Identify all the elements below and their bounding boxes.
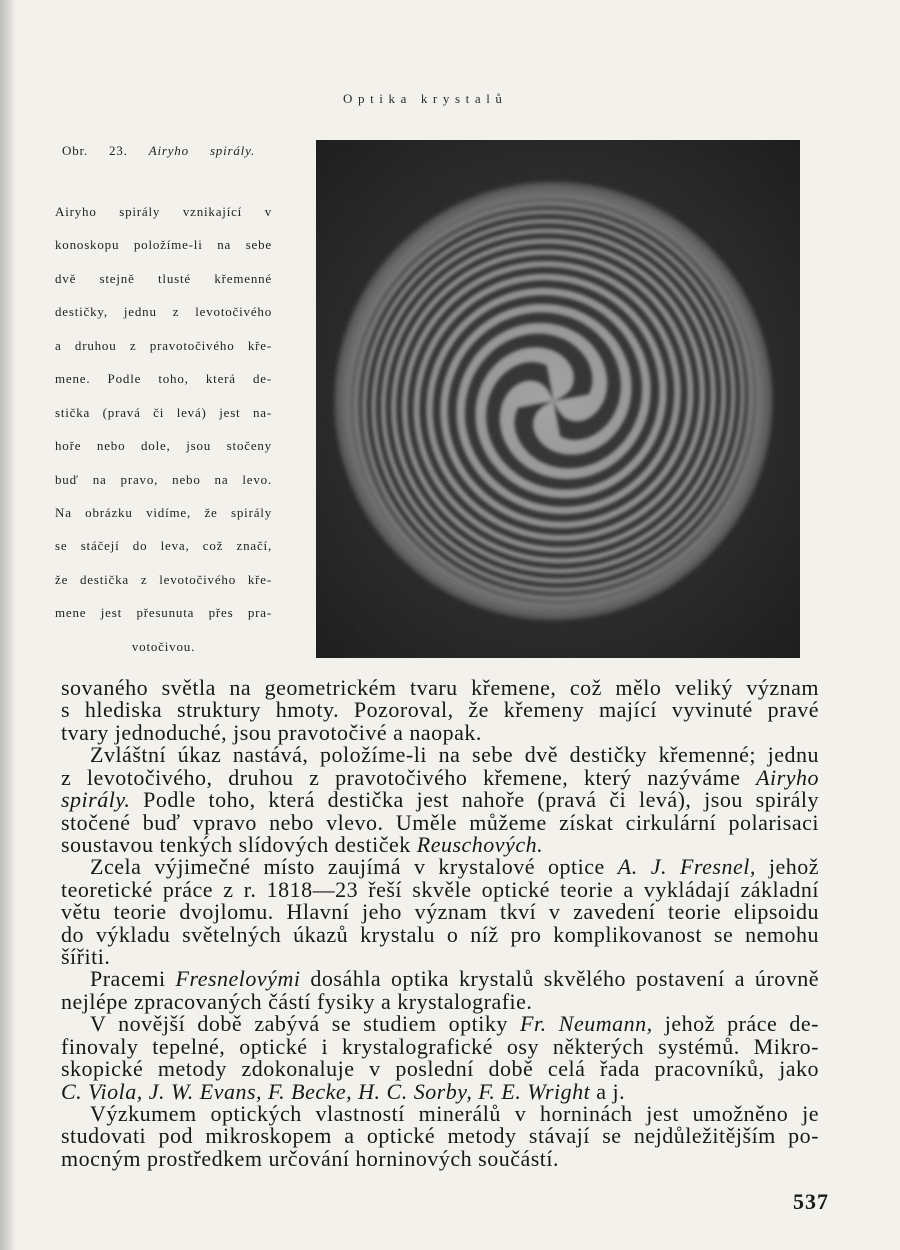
caption-line: konoskopu položíme-li na sebe — [55, 237, 272, 253]
photo-grain — [316, 140, 800, 658]
text-run: finovaly tepelné, optické i krystalografické osy některých systémů. Mikro- — [61, 1033, 819, 1059]
text-run: jehož práce de- — [652, 1011, 819, 1037]
italic-run: spirály. — [61, 787, 131, 813]
caption-line: mene jest přesunuta přes pra- — [55, 605, 272, 621]
caption-line: Airyho spirály vznikající v — [55, 204, 272, 219]
body-line — [61, 921, 819, 947]
body-line — [61, 677, 819, 699]
caption-line: hoře nebo dole, jsou stočeny — [55, 438, 272, 454]
body-line — [61, 968, 819, 990]
body-line — [61, 856, 819, 878]
text-run: teoretické práce z r. 1818—23 řeší skvěle optické teorie a vykládají základní — [61, 876, 819, 902]
body-line — [61, 1078, 819, 1104]
caption-line: mene. Podle toho, která de- — [55, 371, 272, 387]
caption-line: destičky, jednu z levotočivého — [55, 304, 272, 320]
caption-line: votočivou. — [131, 638, 196, 654]
body-line — [61, 1033, 819, 1059]
italic-run: Airyho — [756, 764, 819, 790]
figure-number: Obr. 23. — [62, 143, 128, 158]
text-run: jehož — [755, 854, 819, 880]
caption-line: buď na pravo, nebo na levo. — [55, 471, 272, 487]
page-edge-shadow — [0, 0, 16, 1250]
body-line — [61, 1058, 819, 1080]
text-run: Výzkumem optických vlastností minerálů v horninách jest umožněno je — [90, 1101, 819, 1127]
text-run: Podle toho, která destička jest nahoře (pravá či levá), jsou spirály — [130, 787, 819, 813]
text-run: mocným prostředkem určování horninových součástí. — [61, 1145, 560, 1171]
italic-run: Reuschových. — [416, 831, 544, 857]
body-line — [61, 1103, 819, 1125]
italic-run: C. Viola, J. W. Evans, F. Becke, H. C. Sorby, F. E. Wright — [61, 1078, 591, 1104]
text-run: skopické metody zdokonaluje v poslední době celá řada pracovníků, jako — [61, 1056, 819, 1082]
body-line — [61, 946, 819, 968]
body-line — [61, 719, 819, 745]
figure-caption-title — [62, 141, 255, 161]
page-number: 537 — [793, 1189, 829, 1214]
text-run: tvary jednoduché, jsou pravotočivé a naopak. — [61, 719, 482, 745]
text-run: soustavou tenkých slídových destiček — [61, 831, 417, 857]
text-run: stočené buď vpravo nebo vlevo. Uměle můžeme získat cirkulární polarisaci — [61, 809, 819, 835]
caption-line: stička (pravá či levá) jest na- — [55, 404, 272, 420]
text-run: s hlediska struktury hmoty. Pozoroval, že křemeny mající vyvinuté pravé — [61, 697, 819, 723]
caption-line: se stáčejí do leva, což značí, — [55, 538, 272, 554]
caption-line: a druhou z pravotočivého kře- — [55, 337, 272, 353]
figure-caption — [55, 195, 272, 663]
body-line — [61, 876, 819, 902]
caption-line: Na obrázku vidíme, že spirály — [55, 504, 272, 520]
body-line — [61, 831, 819, 857]
body-line — [61, 1125, 819, 1147]
text-run: do výkladu světelných úkazů krystalu o níž pro komplikovanost se nemohu — [61, 921, 819, 947]
body-line — [61, 789, 819, 811]
caption-line: že destička z levotočivého kře- — [55, 571, 272, 587]
airy-spirals-photo — [316, 140, 800, 658]
caption-line: dvě stejně tlusté křemenné — [55, 270, 272, 286]
body-line — [61, 1013, 819, 1035]
body-line — [61, 764, 819, 790]
text-run: Zvláštní úkaz nastává, položíme-li na sebe dvě destičky křemenné; jednu — [90, 742, 819, 768]
body-line — [61, 901, 819, 923]
text-run: nejlépe zpracovaných částí fysiky a krystalografie. — [61, 988, 533, 1014]
figure-title: Airyho spirály. — [148, 143, 255, 158]
body-line — [61, 809, 819, 835]
text-run: z levotočivého, druhou z pravotočivého křemene, který nazýváme — [61, 764, 757, 790]
body-text — [61, 677, 819, 1170]
text-run: dosáhla optika krystalů skvělého postavení a úrovně — [300, 966, 819, 992]
body-line — [61, 699, 819, 721]
text-run: větu teorie dvojlomu. Hlavní jeho význam tkví v zavedení teorie elipsoidu — [61, 899, 819, 925]
italic-run: Fr. Neumann, — [520, 1011, 653, 1037]
text-run: studovati pod mikroskopem a optické metody stávají se nejdůležitějším po- — [61, 1123, 819, 1149]
text-run: a j. — [590, 1078, 626, 1104]
italic-run: A. J. Fresnel, — [617, 854, 756, 880]
text-run: V novější době zabývá se studiem optiky — [90, 1011, 521, 1037]
italic-run: Fresnelovými — [175, 966, 301, 992]
text-run: Pracemi — [90, 966, 176, 992]
text-run: sovaného světla na geometrickém tvaru křemene, což mělo veliký význam — [61, 675, 819, 700]
body-line — [61, 744, 819, 766]
body-line — [61, 988, 819, 1014]
text-run: Zcela výjimečné místo zaujímá v krystalové optice — [90, 854, 618, 880]
text-run: šířiti. — [61, 944, 111, 970]
body-line — [61, 1145, 819, 1171]
running-title: Optika krystalů — [343, 91, 508, 106]
